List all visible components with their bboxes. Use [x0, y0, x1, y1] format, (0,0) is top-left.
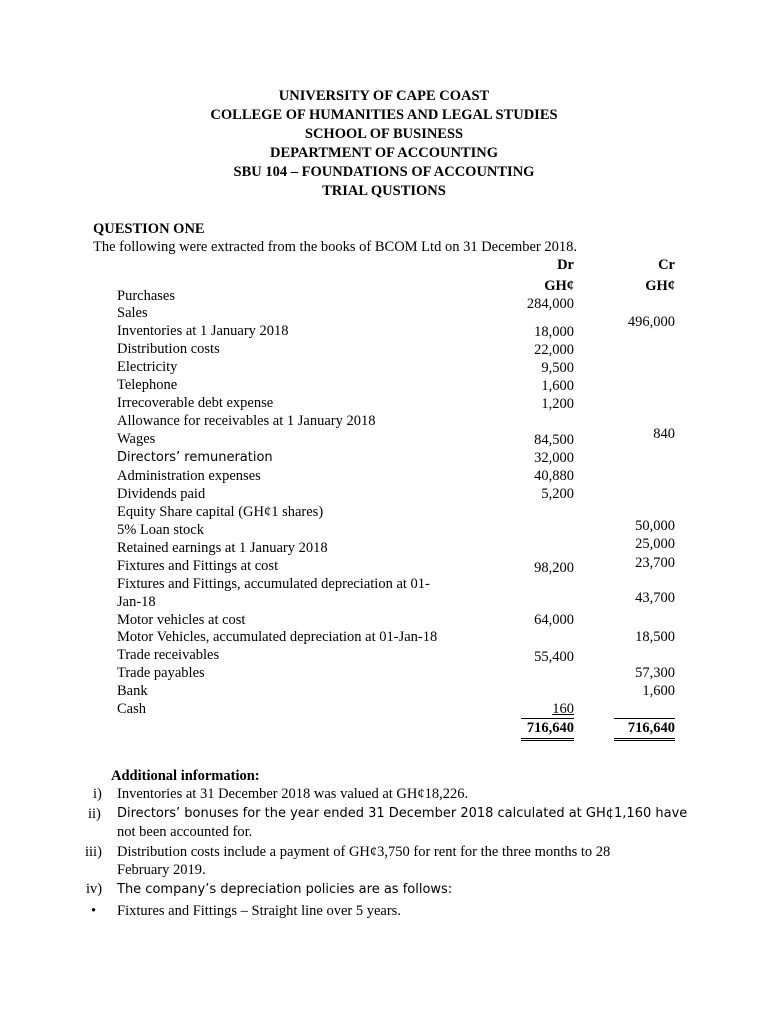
dr-total-value: 716,640 — [521, 718, 574, 741]
item-iii-text-2: February 2019. — [117, 862, 206, 878]
bullet-icon: • — [91, 903, 97, 919]
label-mv-dep: Motor Vehicles, accumulated depreciation at 01-Jan-18 — [117, 629, 438, 645]
label-wages: Wages — [117, 431, 156, 447]
dr-unit: GH¢ — [544, 278, 574, 294]
bullet-text: Fixtures and Fittings – Straight line over 5 years. — [117, 903, 401, 919]
label-dividends: Dividends paid — [117, 486, 206, 502]
cr-allowance: 840 — [653, 426, 675, 442]
additional-title: Additional information: — [111, 768, 260, 784]
label-admin: Administration expenses — [117, 468, 261, 484]
cr-payables: 57,300 — [635, 665, 675, 681]
item-iii-text-1: Distribution costs include a payment of GH¢3,750 for rent for the three months to 28 — [117, 844, 611, 860]
label-allowance: Allowance for receivables at 1 January 2018 — [117, 413, 376, 429]
item-iii-number: iii) — [85, 844, 102, 860]
cr-loan: 25,000 — [635, 536, 675, 552]
dr-total — [484, 718, 574, 741]
label-directors: Directors’ remuneration — [117, 450, 273, 465]
item-ii-text-1: Directors’ bonuses for the year ended 31 December 2018 calculated at GH¢1,160 have — [117, 806, 688, 821]
cr-unit: GH¢ — [645, 278, 675, 294]
label-mv-cost: Motor vehicles at cost — [117, 612, 246, 628]
school-title: SCHOOL OF BUSINESS — [304, 126, 464, 142]
university-title: UNIVERSITY OF CAPE COAST — [278, 88, 490, 104]
cr-equity: 50,000 — [635, 518, 675, 534]
dr-dividends: 5,200 — [541, 486, 574, 502]
trial-title: TRIAL QUSTIONS — [322, 183, 446, 199]
item-ii-number: ii) — [88, 806, 101, 822]
dr-receivables: 55,400 — [534, 649, 574, 665]
label-inventories: Inventories at 1 January 2018 — [117, 323, 289, 339]
dr-directors: 32,000 — [534, 450, 574, 466]
cr-bank: 1,600 — [642, 683, 675, 699]
label-fixtures-dep-1: Fixtures and Fittings, accumulated depreciation at 01- — [117, 576, 430, 592]
label-retained: Retained earnings at 1 January 2018 — [117, 540, 328, 556]
dr-distribution: 22,000 — [534, 342, 574, 358]
item-i-number: i) — [93, 786, 102, 802]
cr-retained: 23,700 — [635, 555, 675, 571]
dr-mv-cost: 64,000 — [534, 612, 574, 628]
label-cash: Cash — [117, 701, 146, 717]
label-payables: Trade payables — [117, 665, 205, 681]
dr-irrecoverable: 1,200 — [541, 396, 574, 412]
cr-header: Cr — [658, 257, 675, 273]
label-bank: Bank — [117, 683, 148, 699]
label-telephone: Telephone — [117, 377, 178, 393]
dr-purchases: 284,000 — [526, 296, 574, 312]
college-title: COLLEGE OF HUMANITIES AND LEGAL STUDIES — [210, 107, 558, 123]
item-iv-number: iv) — [86, 881, 103, 897]
dr-cash-value: 160 — [552, 701, 574, 717]
dr-cash — [484, 700, 574, 718]
dr-telephone: 1,600 — [541, 378, 574, 394]
label-equity: Equity Share capital (GH¢1 shares) — [117, 504, 324, 520]
course-title: SBU 104 – FOUNDATIONS OF ACCOUNTING — [233, 164, 535, 180]
label-fixtures-dep-2: Jan-18 — [117, 594, 156, 610]
cr-total — [585, 718, 675, 741]
label-sales: Sales — [117, 305, 148, 321]
item-iv-text: The company’s depreciation policies are as follows: — [117, 882, 453, 897]
label-electricity: Electricity — [117, 359, 178, 375]
dr-electricity: 9,500 — [541, 360, 574, 376]
label-distribution: Distribution costs — [117, 341, 220, 357]
department-title: DEPARTMENT OF ACCOUNTING — [269, 145, 498, 161]
label-fixtures-cost: Fixtures and Fittings at cost — [117, 558, 279, 574]
label-irrecoverable: Irrecoverable debt expense — [117, 395, 274, 411]
label-loan: 5% Loan stock — [117, 522, 204, 538]
dr-header: Dr — [557, 257, 574, 273]
dr-admin: 40,880 — [534, 468, 574, 484]
question-title: QUESTION ONE — [93, 221, 205, 237]
cr-total-value: 716,640 — [614, 718, 675, 741]
label-receivables: Trade receivables — [117, 647, 220, 663]
item-ii-text-2: not been accounted for. — [117, 824, 253, 840]
cr-mv-dep: 18,500 — [635, 629, 675, 645]
question-intro: The following were extracted from the books of BCOM Ltd on 31 December 2018. — [93, 239, 578, 255]
label-purchases: Purchases — [117, 288, 175, 304]
cr-sales: 496,000 — [627, 314, 675, 330]
dr-inventories: 18,000 — [534, 324, 574, 340]
cr-fixtures-dep: 43,700 — [635, 590, 675, 606]
dr-wages: 84,500 — [534, 432, 574, 448]
item-i-text: Inventories at 31 December 2018 was valued at GH¢18,226. — [117, 786, 469, 802]
dr-fixtures-cost: 98,200 — [534, 560, 574, 576]
